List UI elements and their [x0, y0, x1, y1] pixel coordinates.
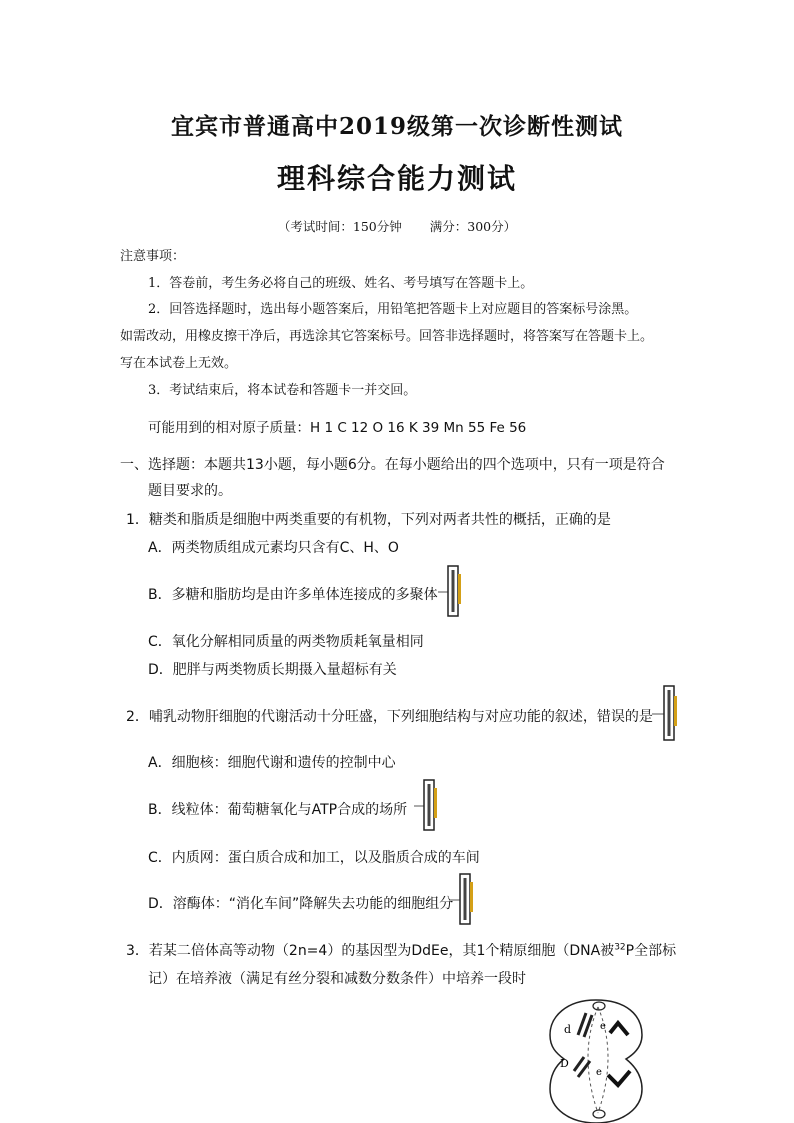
q3-stem [126, 940, 676, 960]
notice-item-2-line1: 2．回答选择题时，选出每小题答案后，用铅笔把答题卡上对应题目的答案标号涂黑。 [148, 302, 638, 317]
q2-stem: 2．哺乳动物肝细胞的代谢活动十分旺盛，下列细胞结构与对应功能的叙述，错误的是 [126, 709, 653, 725]
q1-option-d: D．肥胖与两类物质长期摄入量超标有关 [148, 662, 397, 678]
q1-stem: 1．糖类和脂质是细胞中两类重要的有机物，下列对两者共性的概括，正确的是 [126, 512, 611, 528]
label-d: d [564, 1023, 572, 1036]
q3-stem-part2: P全部标 [625, 943, 677, 959]
section-1-heading: 一、选择题：本题共13小题，每小题6分。在每小题给出的四个选项中，只有一项是符合 [120, 457, 665, 473]
cell-division-figure [548, 995, 648, 1123]
q2-option-c: C．内质网：蛋白质合成和加工，以及脂质合成的车间 [148, 850, 480, 866]
q2-option-a: A．细胞核：细胞代谢和遗传的控制中心 [148, 755, 396, 771]
notice-item-2-line3: 写在本试卷上无效。 [120, 356, 238, 371]
section-1-heading-cont: 题目要求的。 [148, 483, 232, 499]
q3-stem-line2: 记）在培养液（满足有丝分裂和减数分数条件）中培养一段时 [148, 971, 526, 987]
full-score: 满分：300分） [429, 219, 517, 234]
q1-option-a: A．两类物质组成元素均只含有C、H、O [148, 540, 399, 556]
watermark-stamp-2 [652, 684, 680, 744]
q2-option-b: B．线粒体：葡萄糖氧化与ATP合成的场所 [148, 802, 408, 818]
label-e-upper: e [600, 1021, 606, 1032]
q2-option-d: D．溶酶体：“消化车间”降解失去功能的细胞组分 [148, 896, 454, 912]
q3-isotope-superscript: 32 [614, 942, 626, 953]
watermark-stamp-3 [414, 778, 440, 834]
q3-stem-part1: 3．若某二倍体高等动物（2n=4）的基因型为DdEe，其1个精原细胞（DNA被 [126, 943, 615, 959]
notice-heading: 注意事项： [120, 249, 186, 264]
label-e-lower: e [596, 1067, 602, 1078]
atomic-mass-line: 可能用到的相对原子质量：H 1 C 12 O 16 K 39 Mn 55 Fe 56 [148, 420, 527, 436]
q1-option-c: C．氧化分解相同质量的两类物质耗氧量相同 [148, 634, 424, 650]
watermark-stamp-4 [450, 872, 476, 928]
watermark-stamp-1 [438, 564, 464, 620]
label-D: D [560, 1057, 569, 1070]
q1-option-b: B．多糖和脂肪均是由许多单体连接成的多聚体 [148, 587, 438, 603]
exam-time: （考试时间：150分钟 [277, 219, 402, 234]
notice-item-2-line2: 如需改动，用橡皮擦干净后，再选涂其它答案标号。回答非选择题时，将答案写在答题卡上。 [120, 329, 654, 344]
exam-info [0, 217, 794, 235]
notice-item-1: 1．答卷前，考生务必将自己的班级、姓名、考号填写在答题卡上。 [148, 276, 534, 291]
notice-item-3: 3．考试结束后，将本试卷和答题卡一并交回。 [148, 383, 417, 398]
exam-subtitle: 理科综合能力测试 [276, 162, 517, 195]
exam-title: 宜宾市普通高中2019级第一次诊断性测试 [170, 113, 623, 140]
